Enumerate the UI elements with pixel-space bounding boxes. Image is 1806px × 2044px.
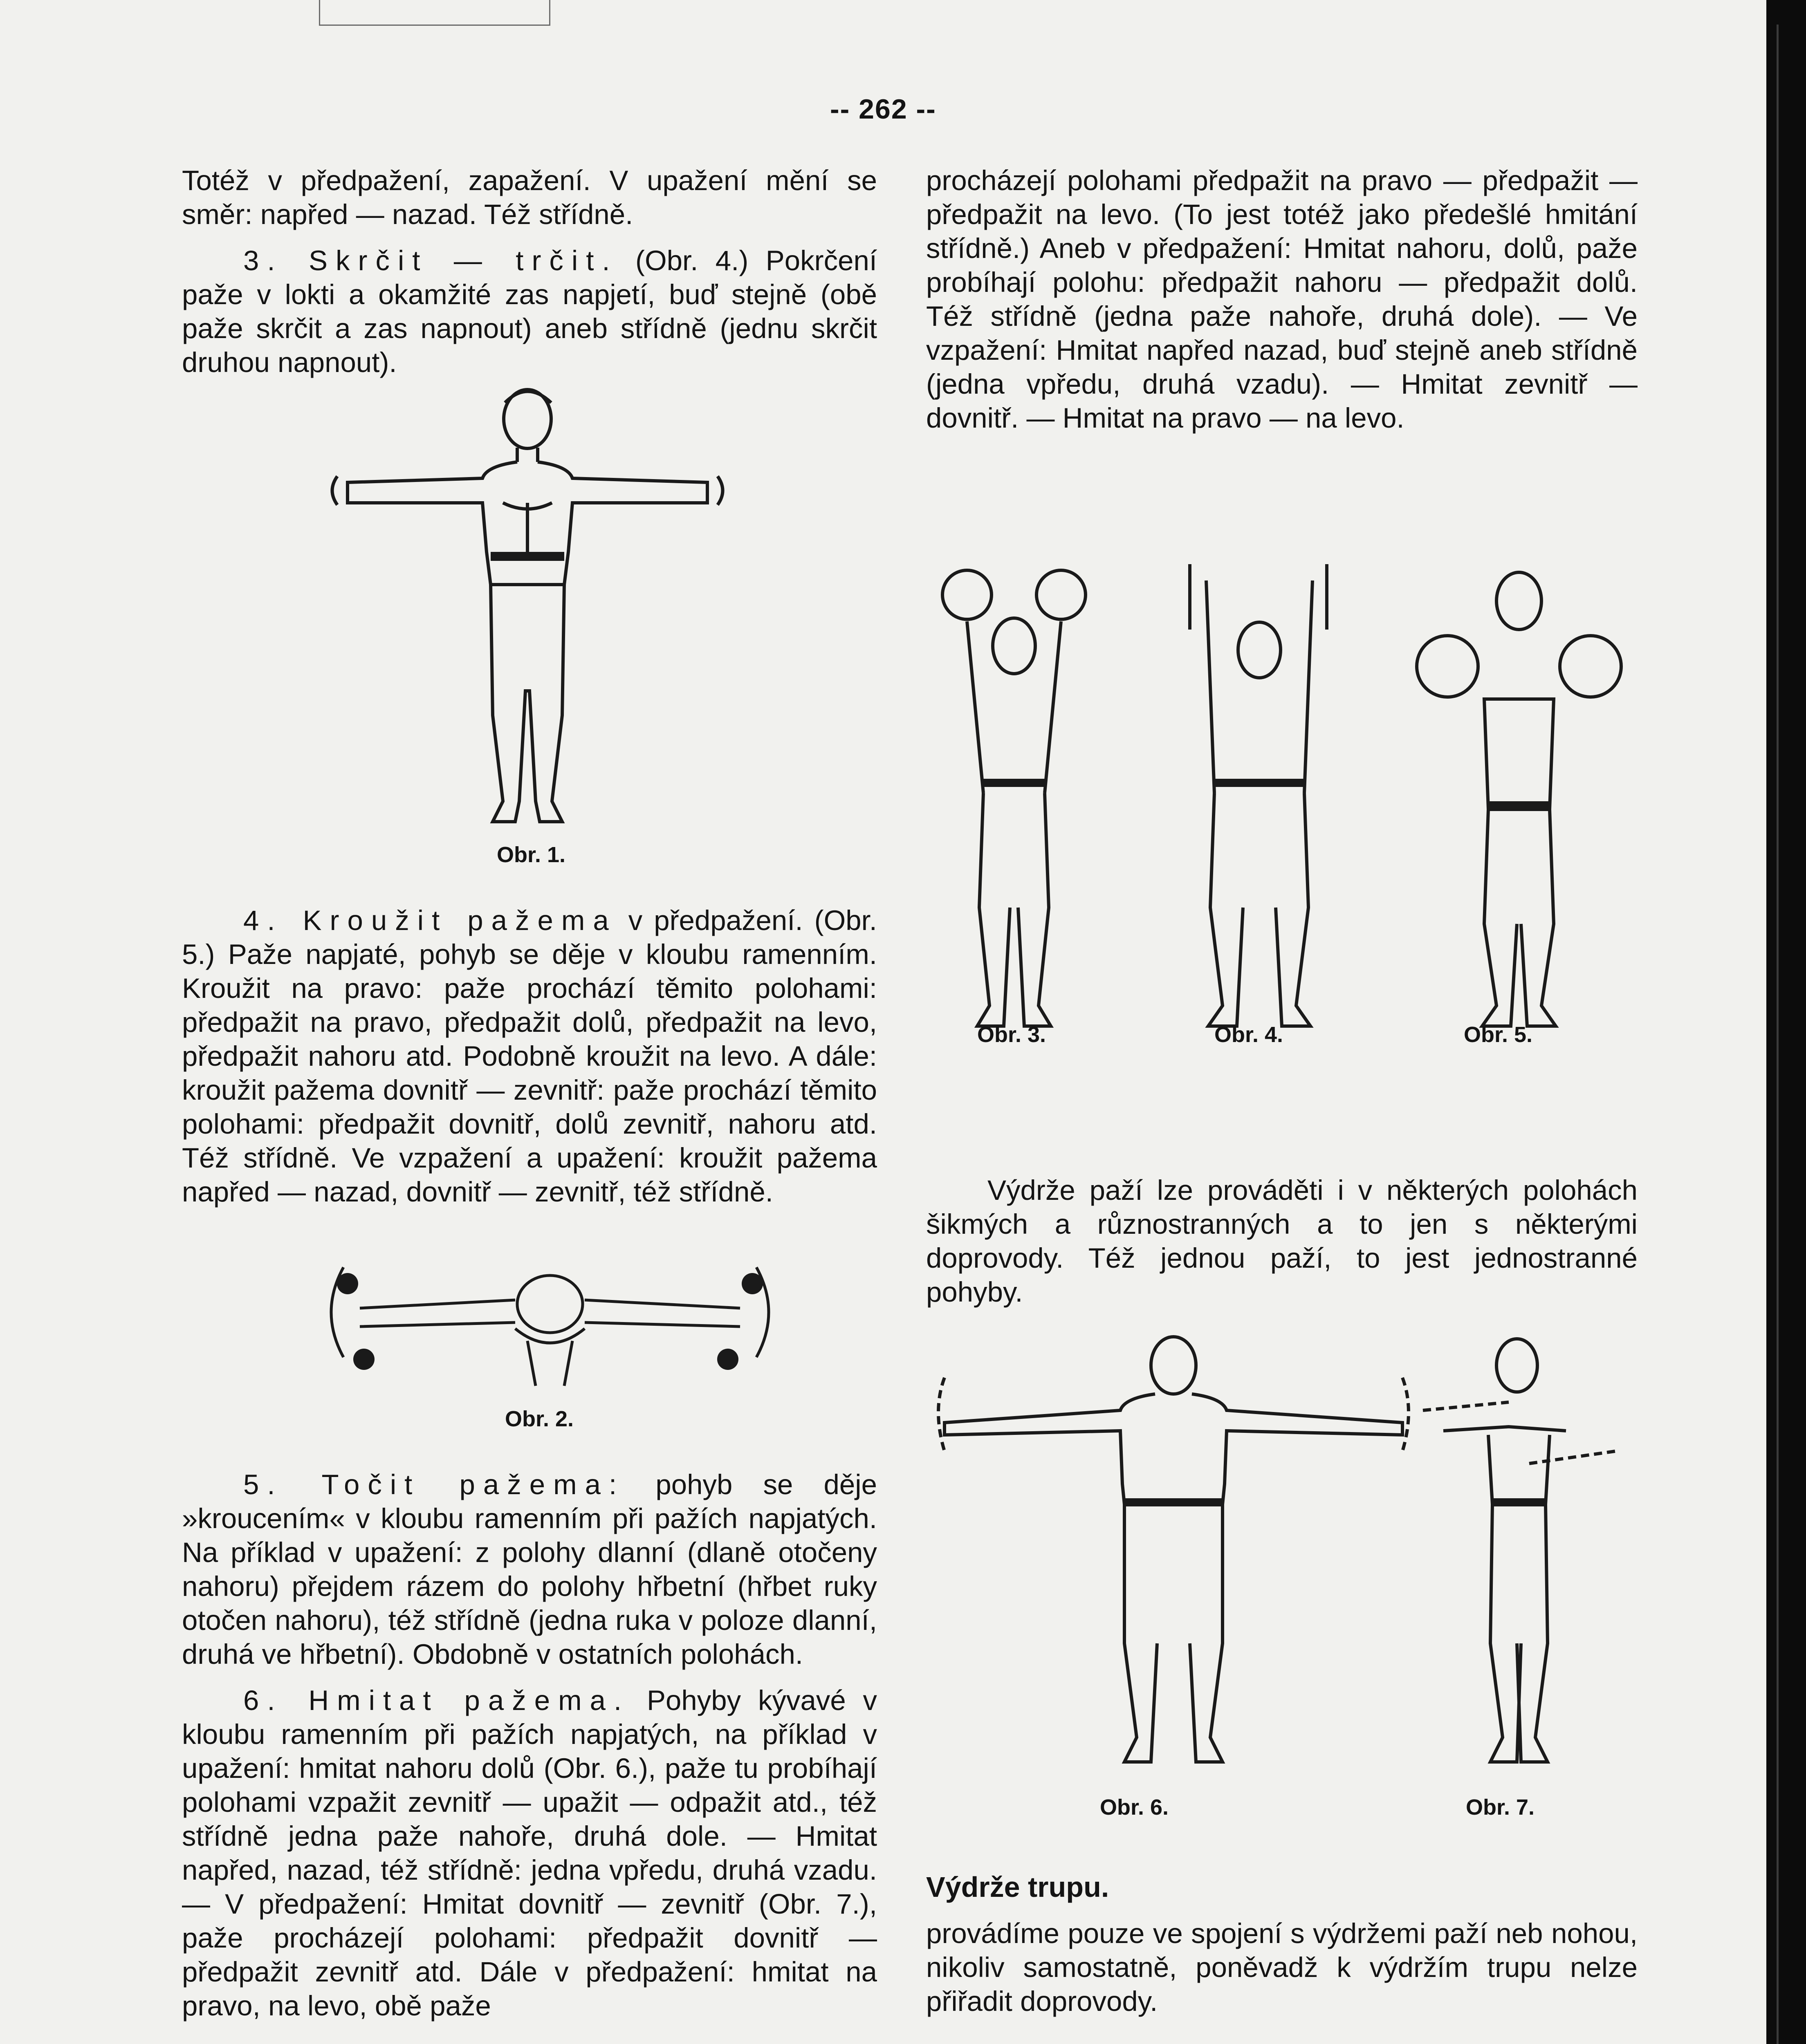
left-column-bottom (182, 1468, 877, 2035)
paragraph-tocit (182, 1468, 877, 1671)
right-column-bottom (926, 1870, 1638, 2031)
caption-obr-3: Obr. 3. (977, 1022, 1046, 1047)
caption-obr-5: Obr. 5. (1464, 1022, 1533, 1047)
paragraph-totez: Totéž v předpažení, zapažení. V upažení mění se směr: napřed — nazad. Též střídně. (182, 165, 877, 230)
right-column-top (926, 164, 1638, 447)
right-column-middle (926, 1173, 1638, 1321)
scan-border (1766, 0, 1806, 2044)
figure-2-drawing (319, 1251, 781, 1406)
left-column-top (182, 164, 877, 392)
paragraph-hmitat (182, 1683, 877, 2023)
text-krouzit: v předpažení. (Obr. 5.) Paže napjaté, pohyb se děje v kloubu ramenním. Kroužit na pravo: paže prochází těmito polohami: předpažit na pravo, předpažit dolů, předpažit na levo, předpažit nahoru atd. Podobně kroužit na levo. A dále: kroužit pažema dovnitř — zevnitř: paže prochází těmito polohami: předpažit dovnitř, dolů zevnitř, nahoru atd. Též střídně. Ve vzpažení a upažení: kroužit pažema napřed — nazad, dovnitř — zevnitř, též střídně. (182, 905, 877, 1208)
caption-obr-6: Obr. 6. (1100, 1795, 1169, 1820)
caption-obr-1: Obr. 1. (497, 843, 566, 867)
figures-3-4-5-drawing (924, 564, 1644, 1038)
figure-1 (311, 380, 765, 867)
heading-vydrze-trupu: Výdrže trupu. (926, 1871, 1109, 1903)
page-number: -- 262 -- (830, 94, 936, 125)
label-krouzit: 4. Kroužit pažema (243, 905, 617, 936)
label-hmitat: 6. Hmitat pažema. (243, 1685, 630, 1716)
caption-obr-7: Obr. 7. (1466, 1795, 1535, 1820)
left-column-middle (182, 903, 877, 1221)
scan-border-line (1777, 25, 1779, 2044)
figures-6-7-drawing (928, 1329, 1640, 1811)
text-skrcit: (Obr. 4.) Pokrčení paže v lokti a okamžité zas napjetí, buď stejně (obě paže skrčit a zas napnout) aneb střídně (jednu skrčit druhou napnout). (182, 245, 877, 378)
figure-1-drawing (311, 380, 765, 838)
text-tocit: pohyb se děje »kroucením« v kloubu ramenním při pažích napjatých. Na příklad v upažení: z polohy dlanní (dlaně otočeny nahoru) přejdem rázem do polohy hřbetní (hřbet ruky otočen nahoru), též střídně (jedna ruka v poloze dlanní, druhá ve hřbetní). Obdobně v ostatních polohách. (182, 1469, 877, 1670)
figures-6-7 (928, 1329, 1640, 1831)
belt (491, 552, 564, 561)
caption-obr-4: Obr. 4. (1214, 1022, 1283, 1047)
paragraph-prochazeji: procházejí polohami předpažit na pravo — předpažit — předpažit na levo. (To jest totéž jako předešlé hmitání střídně.) Aneb v předpažení: Hmitat nahoru, dolů, paže probíhají polohu: předpažit nahoru — předpažit dolů. Též střídně (jedna paže nahoře, druhá dole). — Ve vzpažení: Hmitat napřed nazad, buď stejně aneb střídně (jedna vpředu, druhá vzadu). — Hmitat zevnitř — dovnitř. — Hmitat na pravo — na levo. (926, 165, 1638, 434)
paragraph-krouzit (182, 903, 877, 1209)
paragraph-provadime: provádíme pouze ve spojení s výdržemi paží neb nohou, nikoliv samostatně, poněvadž k výdržím trupu nelze přiřadit doprovody. (926, 1918, 1638, 2017)
figures-3-4-5 (924, 564, 1644, 1071)
caption-obr-2: Obr. 2. (505, 1407, 574, 1431)
paragraph-vydrze-pazi: Výdrže paží lze prováděti i v některých polohách šikmých a různostranných a to jen s některými doprovody. Též jednou paží, to jest jednostranné pohyby. (926, 1174, 1638, 1308)
scan-mark (319, 0, 550, 26)
figure-2 (319, 1251, 781, 1439)
label-tocit: 5. Točit pažema: (243, 1469, 625, 1500)
text-hmitat: Pohyby kývavé v kloubu ramenním při pažích napjatých, na příklad v upažení: hmitat nahoru dolů (Obr. 6.), paže tu probíhají polohami vzpažit zevnitř — upažit — odpažit atd., též střídně jedna paže nahoře, druhá dole. — Hmitat napřed, nazad, též střídně: jedna vpředu, druhá vzadu. — V předpažení: Hmitat dovnitř — zevnitř (Obr. 7.), paže procházejí polohami: předpažit dovnitř — předpažit zevnitř atd. Dále v předpažení: hmitat na pravo, na levo, obě paže (182, 1685, 877, 2022)
label-skrcit: 3. Skrčit — trčit. (243, 245, 618, 276)
paragraph-skrcit (182, 244, 877, 379)
